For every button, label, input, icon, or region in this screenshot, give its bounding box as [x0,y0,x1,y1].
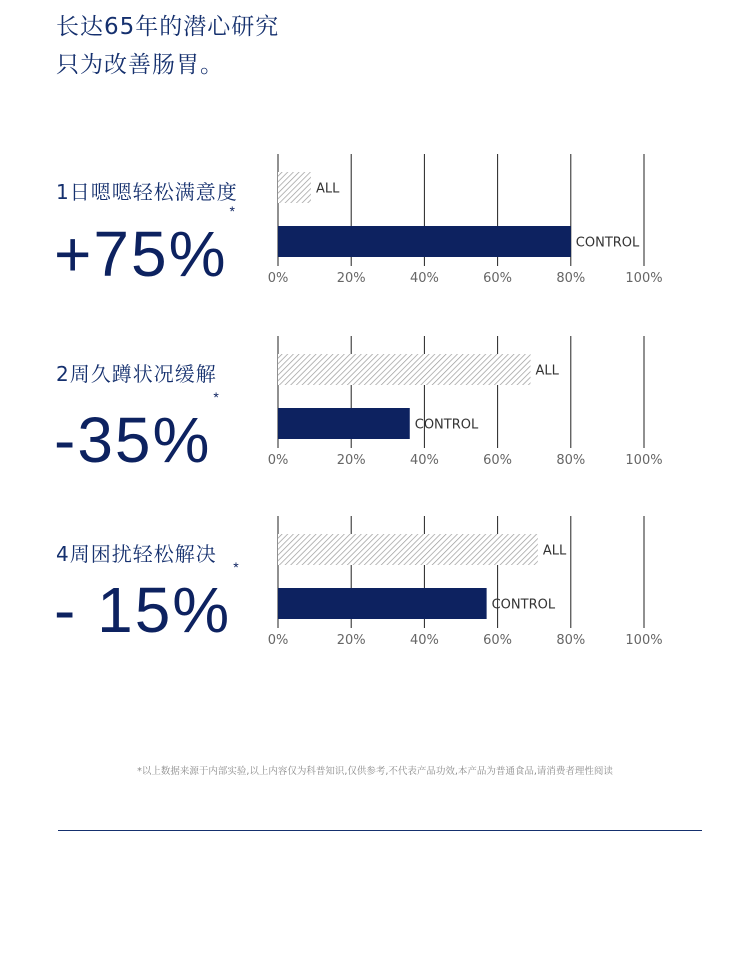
x-tick-label: 0% [267,271,289,286]
panel-1-label: 1日嗯嗯轻松满意度 [56,180,238,204]
divider-line [58,830,702,831]
x-tick-label: 60% [483,633,513,648]
bar-control [278,408,410,439]
bar-label-all: ALL [315,181,340,197]
x-tick-label: 100% [625,633,663,648]
headline-line-2: 只为改善肠胃。 [56,52,224,78]
bar-control [278,226,571,257]
panel-2-stat-value: -35% [54,404,212,476]
disclaimer-footnote: *以上数据来源于内部实验,以上内容仅为科普知识,仅供参考,不代表产品功效,本产品为普通食品,请消费者理性阅读 [137,766,613,777]
chart-3 [260,516,680,676]
bar-all [278,534,538,565]
x-tick-label: 80% [556,633,586,648]
bar-label-all: ALL [535,363,559,379]
x-tick-label: 20% [336,453,366,468]
panel-3-label: 4周困扰轻松解决 [56,542,217,566]
panel-1-stat-value: +75% [54,218,228,290]
x-tick-label: 20% [336,633,366,648]
panel-3-stat-mark: * [233,558,239,575]
x-tick-label: 100% [625,453,663,468]
bar-label-control: CONTROL [575,235,640,251]
x-tick-label: 40% [409,271,439,286]
bar-control [278,588,487,619]
headline-line-1: 长达65年的潜心研究 [56,14,280,40]
x-tick-label: 60% [483,271,513,286]
headline [56,8,279,84]
bar-all [278,354,531,385]
x-tick-label: 80% [556,271,586,286]
x-tick-label: 40% [409,453,439,468]
panel-2-stat [54,388,219,476]
x-tick-label: 40% [409,633,439,648]
stat-panel-2 [0,322,750,502]
panel-1-stat-mark: * [229,202,235,219]
bar-label-control: CONTROL [491,597,556,613]
panel-3-stat-value: - 15% [54,574,232,646]
x-tick-label: 0% [267,453,289,468]
chart-2 [260,336,680,496]
bar-all [278,172,311,203]
x-tick-label: 60% [483,453,513,468]
bar-label-all: ALL [542,543,567,559]
x-tick-label: 80% [556,453,586,468]
panel-2-stat-mark: * [213,388,219,405]
x-tick-label: 0% [267,633,289,648]
panel-3-stat [54,558,239,646]
stat-panel-1 [0,140,750,320]
panel-1-stat [54,202,235,290]
x-tick-label: 100% [625,271,663,286]
stat-panel-3 [0,502,750,682]
chart-1 [260,154,680,314]
x-tick-label: 20% [336,271,366,286]
panel-2-label: 2周久蹲状况缓解 [56,362,217,386]
bar-label-control: CONTROL [414,417,479,433]
